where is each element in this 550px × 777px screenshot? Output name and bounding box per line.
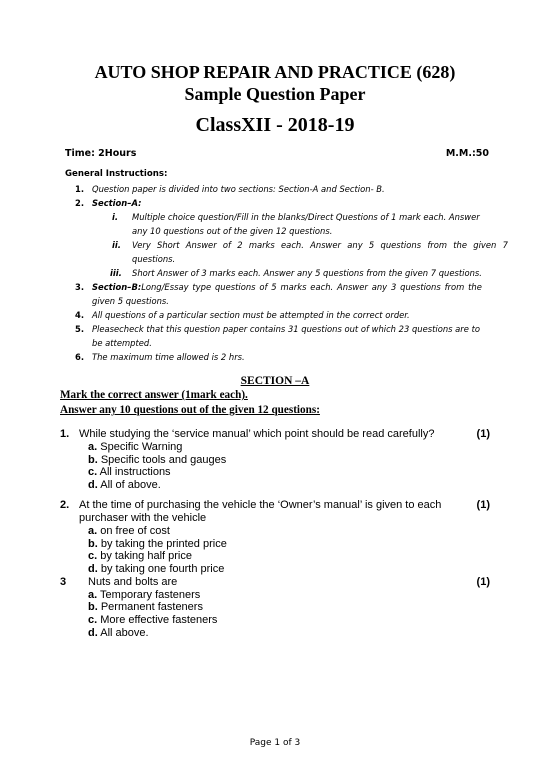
option: a. Specific Warning [88, 441, 183, 453]
option: c. More effective fasteners [88, 614, 218, 626]
question-paper-page: AUTO SHOP REPAIR AND PRACTICE (628) Sample Question Paper ClassXII - 2018-19 Time: 2Hours M.M.:50 General Instructions: 1. Question paper is divided into two sections: Section-A and Section- B. 2. Section–A: i. Multiple choice question/Fill in the blanks/Direct Questions of 1 mark each. Answer any 10 questions out of the given 12 questions. ii. Very Short Answer of 2 marks each. Answer any 5 questions from the given 7 questions. iii. Short Answer of 3 marks each. Answer any 5 questions from the given 7 questions. 3. Section–B:Long/Essay type questions of 5 marks each. Answer any 3 questions from the given 5 questions. 4. All questions of a particular section must be attempted in the correct order. 5. Pleasecheck that this question paper contains 31 questions out of which 23 questions are to be attempted. 6. The maximum time allowed is 2 hrs. SECTION –A Mark the correct answer (1mark each). Answer any 10 questions out of the given 12 questions: 1. While studying the ‘service manual’ which point should be read carefully? (1) a. Specific Warning b. Specific tools and gauges c. All instructions d. All of above. 2. At the time of purchasing the vehicle the ‘Owner’s manual’ is given to each (1) purchaser with the vehicle a. on free of cost b. by taking the printed price c. by taking half price d. by taking one fourth price 3 Nuts and bolts are (1) a. Temporary fasteners b. Permanent fasteners c. More effective fasteners d. All above. Page 1 of 3 [0, 0, 550, 777]
option: b. by taking the printed price [88, 538, 227, 550]
section-heading: SECTION –A [240, 375, 310, 387]
option: b. Permanent fasteners [88, 601, 203, 613]
option: c. by taking half price [88, 550, 192, 562]
option: d. by taking one fourth price [88, 563, 225, 575]
max-marks: M.M.:50 [445, 148, 489, 159]
page-number: Page 1 of 3 [249, 738, 301, 748]
option: a. on free of cost [88, 525, 170, 537]
paper-class: ClassXII - 2018-19 [195, 114, 355, 136]
option: c. All instructions [88, 466, 171, 478]
option: a. Temporary fasteners [88, 589, 201, 601]
time-allowed: Time: 2Hours [65, 148, 137, 159]
section-instruction: Answer any 10 questions out of the given 12 questions: [60, 404, 320, 416]
option: d. All above. [88, 627, 149, 639]
paper-subtitle: Sample Question Paper [184, 84, 366, 104]
option: b. Specific tools and gauges [88, 454, 227, 466]
instructions-title: General Instructions: [65, 169, 168, 179]
paper-title: AUTO SHOP REPAIR AND PRACTICE (628) [94, 62, 456, 82]
option: d. All of above. [88, 479, 161, 491]
section-instruction: Mark the correct answer (1mark each). [60, 389, 248, 401]
